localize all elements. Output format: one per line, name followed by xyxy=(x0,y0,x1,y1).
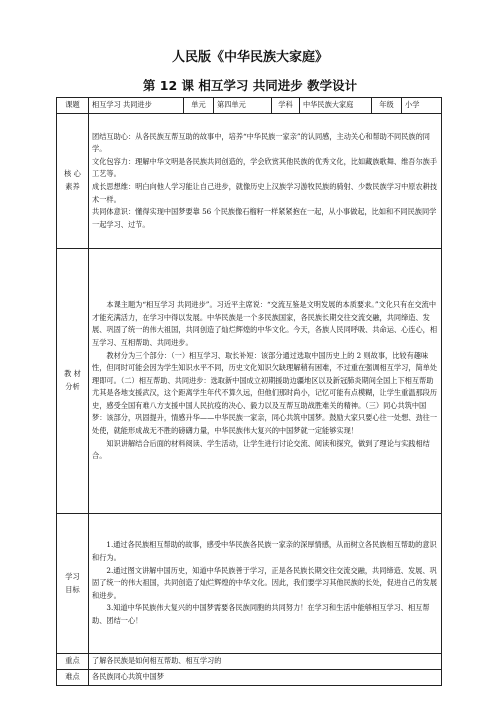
key-point-value: 了解各民族是如何相互帮助、相互学习的 xyxy=(89,654,442,670)
goal-item: 1.通过各民族相互帮助的故事，感受中华民族各民族一家亲的深厚情感，从而树立各民族相互帮助的意识和行为。 xyxy=(92,540,437,563)
unit-value: 第四单元 xyxy=(214,98,272,114)
goal-item: 3.知道中华民族伟大复兴的中国梦需要各民族同胞的共同努力！在学习和生活中能够相互学习、相互帮助、团结一心！ xyxy=(92,603,430,625)
lesson-plan-table xyxy=(56,97,442,686)
core-literacy-label: 核 心 素养 xyxy=(57,114,89,249)
topic-value: 相互学习 共同进步 xyxy=(89,98,184,114)
textbook-analysis-content xyxy=(89,249,442,514)
learning-goals-content xyxy=(89,514,442,654)
core-paragraph: 共同体意识：懂得实现中国梦要靠 56 个民族像石榴籽一样紧紧抱在一起，从小事做起，比如和不同民族同学一起学习、过节。 xyxy=(92,207,437,229)
difficulty-value: 各民族同心共筑中国梦 xyxy=(89,670,442,686)
analysis-paragraph: 知识讲解结合后面的材料阅读、学生活动，让学生进行讨论交流、阅读和探究，做到了理论与实践相结合。 xyxy=(92,438,430,461)
document-title: 人民版《中华民族大家庭》 xyxy=(171,50,328,65)
info-row xyxy=(57,98,442,114)
subject-label: 学科 xyxy=(272,98,300,114)
analysis-paragraph: 本课主题为“相互学习 共同进步”。习近平主席说：“交流互鉴是文明发展的本质要求。”文化只有在交流中才能充满活力，在学习中得以发展。中华民族是一个多民族国家，各民族长期交往交流交融，共同缔造、发展、巩固了统一的伟大祖国，共同创造了灿烂辉煌的中华文化。今天，各族人民同呼吸、共命运、心连心，相互学习、互相帮助、共同进步。 xyxy=(92,300,438,347)
key-point-label: 重点 xyxy=(57,654,89,670)
goal-item: 2.通过图文讲解中国历史，知道中华民族善于学习，正是各民族长期交往交流交融，共同缔造、发展、巩固了统一的伟大祖国，共同创造了灿烂辉煌的中华文化。因此，我们要学习其他民族的长处，促进自己的发展和进步。 xyxy=(92,565,438,600)
lesson-title: 第 12 课 相互学习 共同进步 教学设计 xyxy=(142,78,358,93)
learning-goals-label: 学习 目标 xyxy=(57,514,89,654)
core-literacy-row xyxy=(57,114,442,249)
difficulty-row xyxy=(57,670,442,686)
analysis-paragraph: 教材分为三个部分：（一）相互学习、取长补短：该部分通过选取中国历史上的 2 则故事，比较有趣味性，但同时可能会因为学生知识水平不同，历史文化知识欠缺理解稍有困难，不过重在强调相互学习，简单处理即可。（二）相互帮助、共同进步：选取新中国成立初期援助边疆地区以及新冠肺炎期间全国上下相互帮助尤其是各地支援武汉，这个距离学生年代不算久远，但他们那时尚小，记忆可能有点模糊，让学生重温那段历史，感受全国有难八方支援中国人民抗疫的决心、毅力以及互帮互助战胜难关的精神。（三）同心共筑中国梦：该部分，巩固提升，情感升华——中华民族一家亲，同心共筑中国梦。鼓励大家只要心往一处想、劲往一处使，就能形成战无不胜的磅礴力量，中华民族伟大复兴的中国梦就一定能够实现！ xyxy=(92,350,438,436)
grade-label: 年级 xyxy=(372,98,402,114)
topic-label: 课题 xyxy=(57,98,89,114)
core-literacy-content xyxy=(89,114,442,249)
difficulty-label: 难点 xyxy=(57,670,89,686)
grade-value: 小学 xyxy=(402,98,442,114)
key-point-row xyxy=(57,654,442,670)
subject-value: 中华民族大家庭 xyxy=(300,98,372,114)
textbook-analysis-label: 教 材 分析 xyxy=(57,249,89,514)
core-paragraph: 文化包容力：理解中华文明是各民族共同创造的，学会欣赏其他民族的优秀文化，比如藏族歌舞、维吾尔族手工艺等。 xyxy=(92,156,438,179)
core-paragraph: 团结互助心：从各民族互帮互助的故事中，培养“中华民族一家亲”的认同感，主动关心和帮助不同民族的同学。 xyxy=(92,131,430,154)
core-paragraph: 成长思想维：明白向他人学习能让自己进步，就像历史上汉族学习游牧民族的骑射、少数民族学习中原农耕技术一样。 xyxy=(92,182,438,204)
unit-label: 单元 xyxy=(184,98,214,114)
learning-goals-row xyxy=(57,514,442,654)
textbook-analysis-row xyxy=(57,249,442,514)
